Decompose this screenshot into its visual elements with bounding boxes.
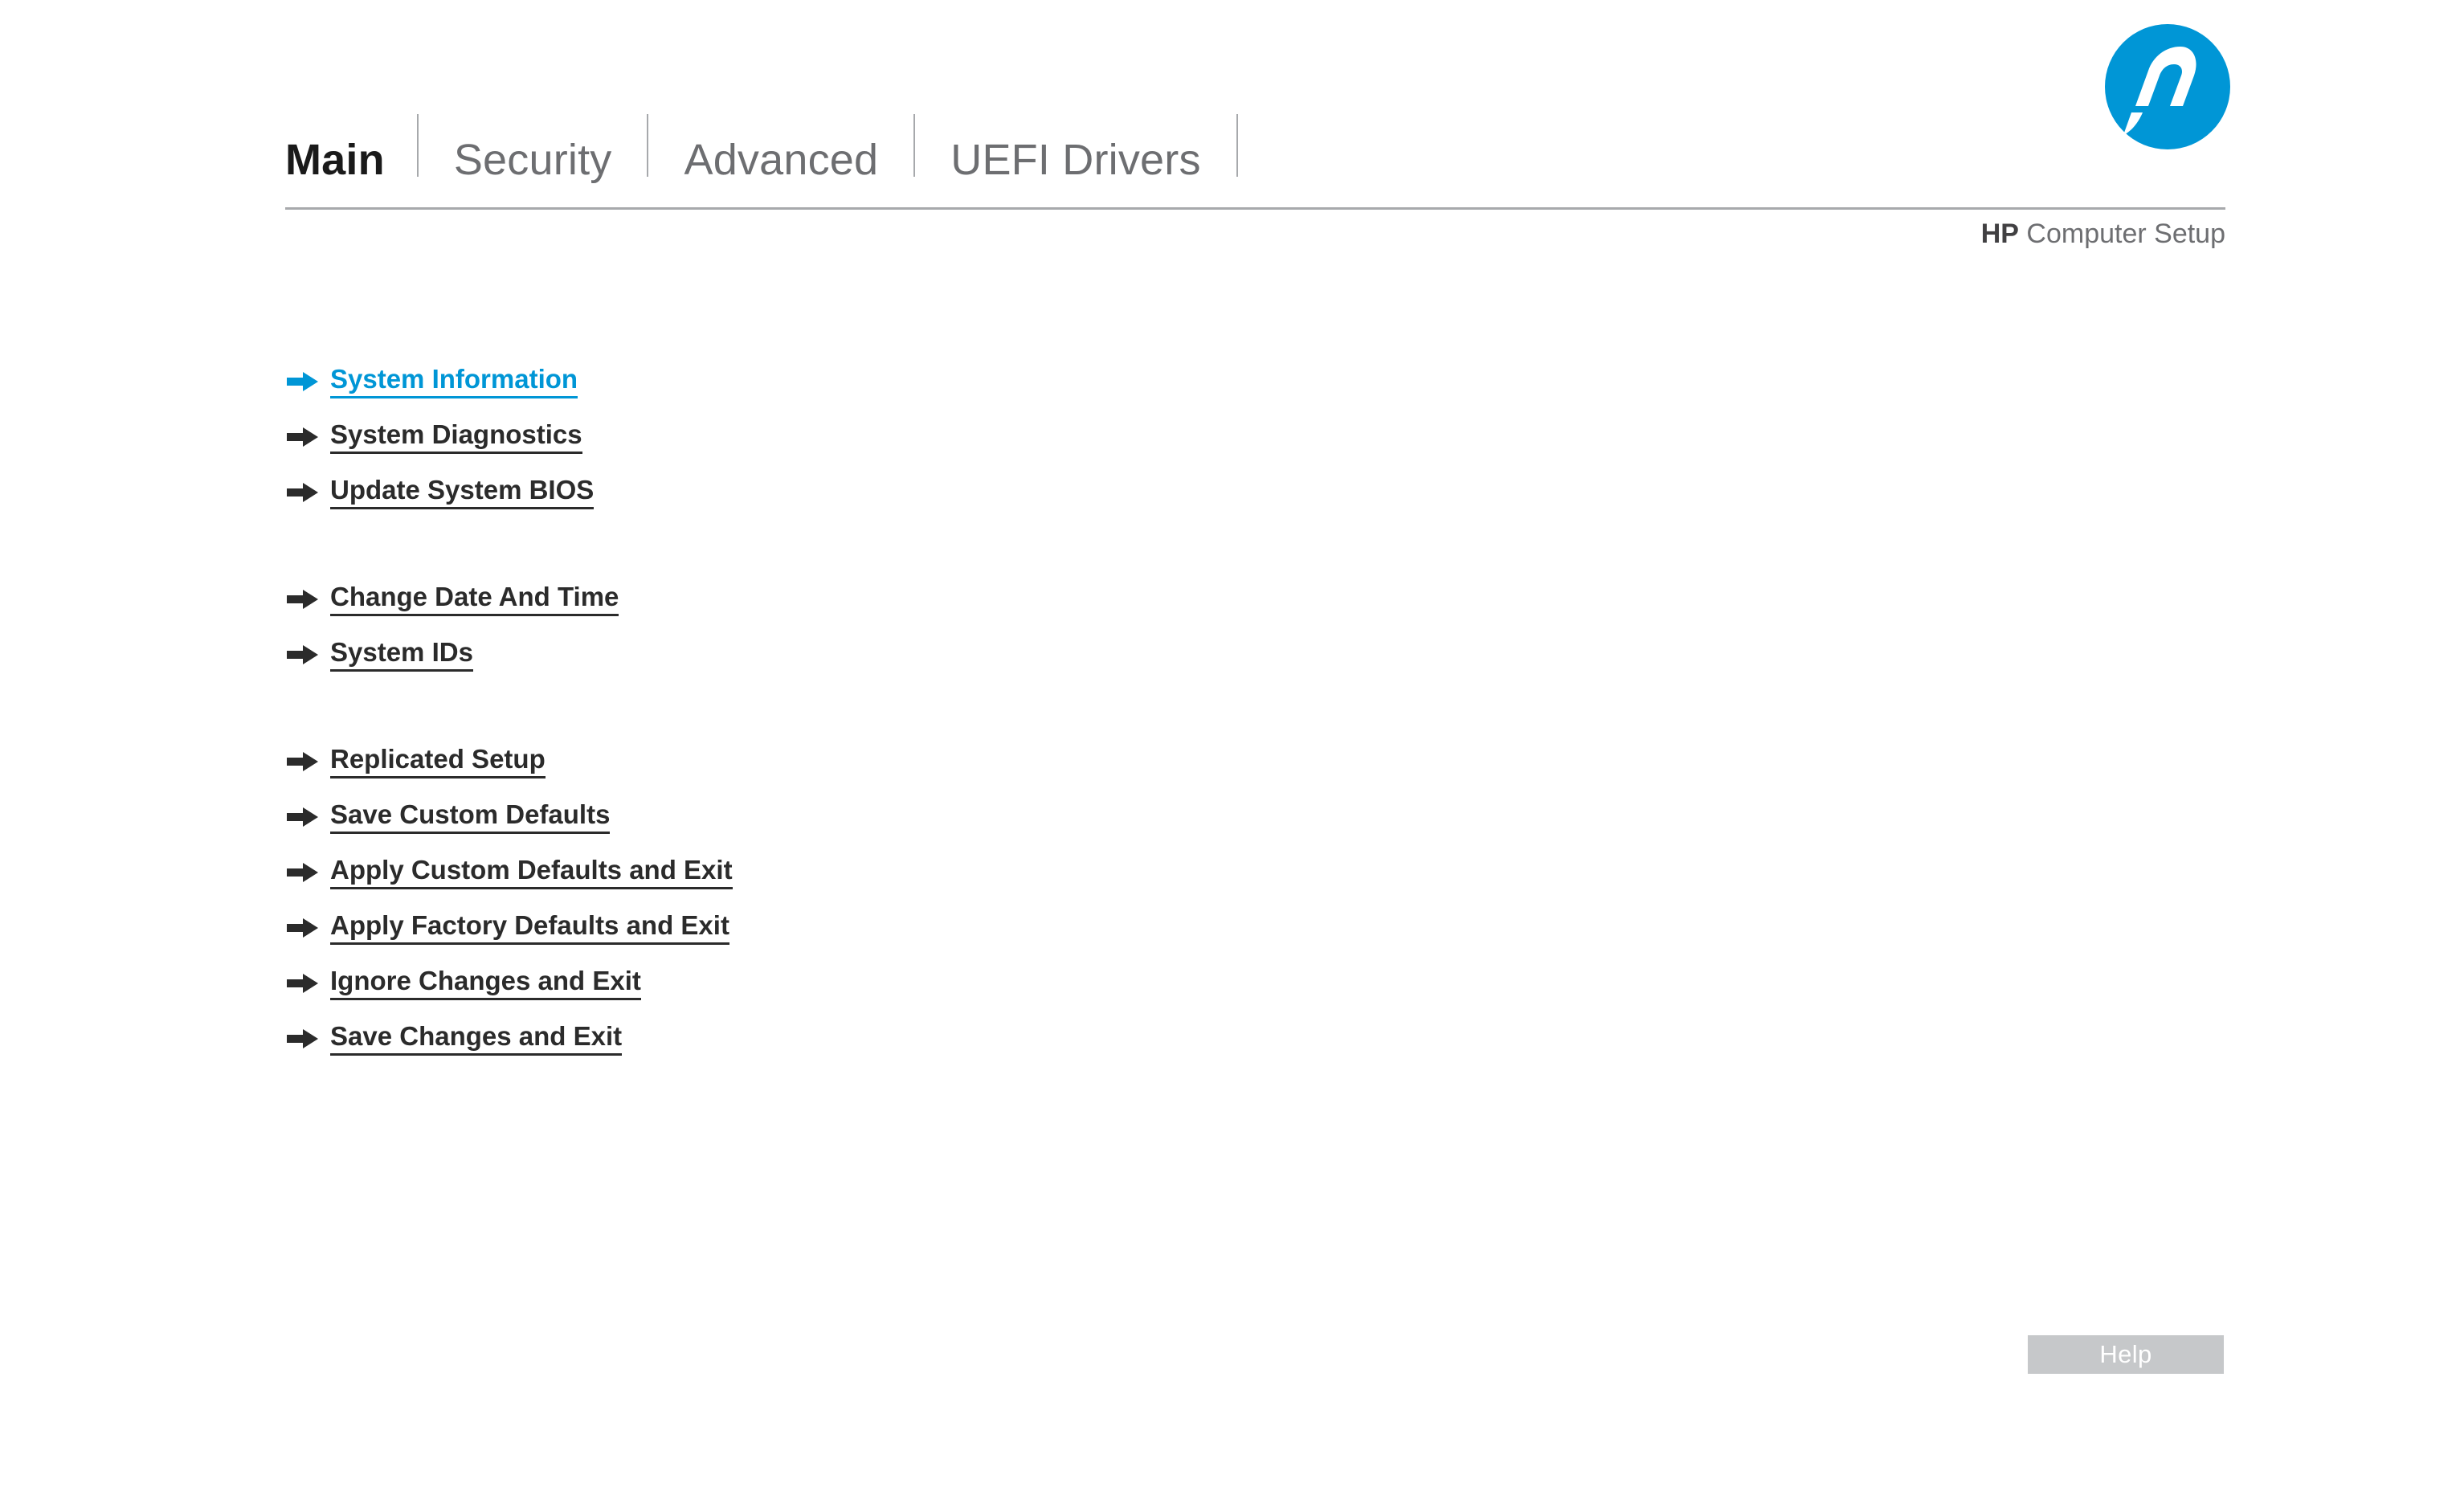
right-arrow-icon xyxy=(285,916,321,940)
menu-item-replicated-setup[interactable] xyxy=(285,734,1571,789)
right-arrow-icon xyxy=(285,425,321,449)
menu-item-system-ids[interactable] xyxy=(285,627,1571,682)
menu-item-label: Save Changes and Exit xyxy=(330,1021,622,1056)
tab-main[interactable]: Main xyxy=(285,136,385,184)
menu-item-label: System Information xyxy=(330,364,578,399)
tab-security[interactable]: Security xyxy=(453,136,612,184)
hp-logo-icon xyxy=(2103,22,2232,151)
product-title-rest: Computer Setup xyxy=(2018,219,2225,249)
right-arrow-icon xyxy=(285,370,321,394)
main-menu xyxy=(285,353,1571,1066)
right-arrow-icon xyxy=(285,860,321,885)
tab-advanced[interactable]: Advanced xyxy=(684,136,879,184)
right-arrow-icon xyxy=(285,643,321,667)
tab-separator xyxy=(1236,114,1238,177)
menu-item-system-information[interactable] xyxy=(285,353,1571,409)
menu-item-ignore-changes-and-exit[interactable] xyxy=(285,955,1571,1011)
menu-item-label: Apply Custom Defaults and Exit xyxy=(330,855,733,890)
menu-group xyxy=(285,571,1571,682)
help-button[interactable]: Help xyxy=(2028,1335,2224,1374)
menu-item-update-system-bios[interactable] xyxy=(285,464,1571,520)
menu-item-label: System IDs xyxy=(330,637,473,672)
menu-item-save-custom-defaults[interactable] xyxy=(285,789,1571,844)
header xyxy=(0,0,2460,265)
menu-item-apply-custom-defaults-and-exit[interactable] xyxy=(285,844,1571,900)
menu-item-label: Update System BIOS xyxy=(330,475,594,510)
menu-group xyxy=(285,734,1571,1066)
header-divider xyxy=(285,207,2225,210)
menu-item-save-changes-and-exit[interactable] xyxy=(285,1011,1571,1066)
menu-item-label: Change Date And Time xyxy=(330,582,619,617)
menu-group xyxy=(285,353,1571,520)
tab-separator xyxy=(647,114,648,177)
right-arrow-icon xyxy=(285,1027,321,1051)
menu-item-apply-factory-defaults-and-exit[interactable] xyxy=(285,900,1571,955)
menu-item-label: Replicated Setup xyxy=(330,744,546,779)
menu-item-label: System Diagnostics xyxy=(330,419,582,455)
right-arrow-icon xyxy=(285,480,321,505)
product-title-brand: HP xyxy=(1980,219,2019,249)
right-arrow-icon xyxy=(285,971,321,995)
right-arrow-icon xyxy=(285,750,321,774)
menu-item-system-diagnostics[interactable] xyxy=(285,409,1571,464)
right-arrow-icon xyxy=(285,587,321,611)
product-title xyxy=(1981,219,2225,250)
menu-item-change-date-and-time[interactable] xyxy=(285,571,1571,627)
menu-item-label: Save Custom Defaults xyxy=(330,799,610,835)
tab-bar xyxy=(285,112,1273,185)
right-arrow-icon xyxy=(285,805,321,829)
tab-separator xyxy=(417,114,419,177)
tab-separator xyxy=(913,114,915,177)
tab-uefi-drivers[interactable]: UEFI Drivers xyxy=(950,136,1201,184)
menu-item-label: Apply Factory Defaults and Exit xyxy=(330,910,729,946)
menu-item-label: Ignore Changes and Exit xyxy=(330,966,641,1001)
